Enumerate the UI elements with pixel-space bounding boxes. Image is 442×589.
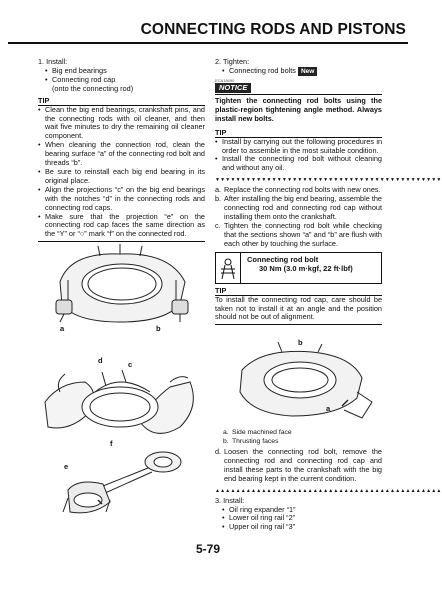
tip-item: • Align the projections “c” on the big end bearings with the notches “d” in the connecting rods and connecting rod caps.	[38, 186, 205, 213]
tip-list	[215, 138, 382, 174]
notice-box	[215, 83, 382, 124]
procedure-list	[215, 186, 382, 248]
step-1-label: Install:	[46, 57, 68, 66]
procedure-step: b. After installing the big end bearing, assemble the connecting rod and connecting rod cap without installing them onto the crankshaft.	[215, 194, 382, 221]
figure-bearing-install	[40, 352, 205, 444]
figure-rod-faces	[222, 340, 382, 425]
procedure-step: d. Loosen the connecting rod bolt, remove the connecting rod and connecting rod cap and install these parts to the crankshaft with the big end bearing kept in the current condition.	[215, 447, 382, 483]
tip-heading: TIP	[215, 128, 382, 138]
figure-label: e	[64, 462, 69, 471]
list-item: • Lower oil ring rail “2”	[222, 514, 382, 523]
figure-rod-marks	[48, 440, 198, 520]
rod-faces-illustration	[222, 340, 382, 425]
page-header	[0, 0, 416, 46]
tip-item: • Install by carrying out the following procedures in order to assemble in the most suitable condition.	[215, 138, 382, 156]
step-3: 3. Install:	[215, 495, 245, 505]
new-badge: New	[298, 67, 317, 76]
left-column	[38, 58, 205, 246]
list-item: • Big end bearings	[45, 67, 205, 76]
right-column-lower	[215, 428, 442, 532]
tip-list	[38, 106, 205, 240]
spec-value: 30 Nm (3.0 m·kgf, 22 ft·lbf)	[259, 264, 353, 274]
step-3-label: Install:	[223, 495, 245, 505]
tip-item: • Make sure that the projection “e” on the connecting rod cap faces the same direction as the “Y” or “○” mark “f” on the connected rod.	[38, 213, 205, 240]
tip-text: To install the connecting rod cap, care should be taken not to install it at an angle and the position should not be out of alignment.	[215, 294, 382, 322]
figure-label: b	[298, 338, 303, 347]
step-1: 1. Install:	[38, 57, 68, 66]
right-column	[215, 57, 442, 329]
rod-marks-illustration	[48, 440, 198, 520]
page-number: 5-79	[195, 542, 221, 556]
list-item: • Upper oil ring rail “3”	[222, 523, 382, 532]
list-item: • Oil ring expander “1”	[222, 506, 382, 515]
notice-code: ECA18090	[215, 77, 235, 83]
legend-item: b. Thrusting faces	[223, 438, 279, 445]
figure-label: b	[156, 324, 161, 333]
tip-heading: TIP	[38, 96, 205, 106]
figure-label: a	[326, 404, 331, 413]
notice-badge: NOTICE	[215, 83, 251, 93]
list-item: • Connecting rod cap	[45, 76, 205, 85]
spec-title: Connecting rod bolt	[247, 254, 319, 264]
list-item: • Connecting rod bolts New	[222, 67, 382, 76]
procedure-step: a. Replace the connecting rod bolts with new ones.	[215, 185, 381, 195]
tip-end-rule	[215, 324, 382, 325]
torque-wrench-icon	[216, 253, 241, 283]
figure-rod-big-end	[40, 242, 205, 332]
figure-label: a	[60, 324, 65, 333]
notice-rule	[215, 94, 382, 95]
figure-label: c	[128, 360, 133, 369]
tip-item: • When cleaning the connection rod, clean the bearing surface “a” of the connecting rod bolt and threads “b”.	[38, 141, 205, 168]
header-rule	[8, 42, 408, 44]
page-title: CONNECTING RODS AND PISTONS	[140, 21, 406, 38]
rod-big-end-illustration	[40, 242, 205, 332]
legend-item: a. Side machined face	[223, 429, 292, 436]
torque-spec-box	[215, 252, 382, 284]
figure-label: d	[98, 356, 103, 365]
tip-item: • Clean the big end bearings, crankshaft pins, and the connecting rods with oil cleaner, and then wait five minutes to dry the remaining oil cleaner component.	[38, 106, 205, 142]
notice-text: Tighten the connecting rod bolts using the plastic-region tightening angle method. Always install new bolts.	[215, 95, 382, 123]
bearing-install-illustration	[40, 352, 205, 444]
triangle-divider: ▼▼▼▼▼▼▼▼▼▼▼▼▼▼▼▼▼▼▼▼▼▼▼▼▼▼▼▼▼▼▼▼▼▼▼▼▼▼▼▼▼▼▼▼	[215, 177, 442, 184]
figure-legend	[215, 428, 382, 446]
list-item-sub: (onto the connecting rod)	[52, 83, 134, 93]
step-2: 2. Tighten:	[215, 57, 250, 66]
tip-item: • Install the connecting rod bolt without cleaning and without any oil.	[215, 155, 382, 173]
tip-item: • Be sure to reinstall each big end bearing in its original place.	[38, 168, 205, 186]
tip-heading: TIP	[215, 286, 382, 296]
step-2-label: Tighten:	[223, 57, 250, 66]
triangle-divider: ▲▲▲▲▲▲▲▲▲▲▲▲▲▲▲▲▲▲▲▲▲▲▲▲▲▲▲▲▲▲▲▲▲▲▲▲▲▲▲▲▲▲▲▲	[215, 487, 442, 494]
step-1-items	[38, 67, 205, 94]
figure-label: f	[110, 439, 113, 448]
procedure-step: c. Tighten the connecting rod bolt while checking that the sections shown “a” and “b” are flush with each other by touching the surface.	[215, 220, 382, 248]
